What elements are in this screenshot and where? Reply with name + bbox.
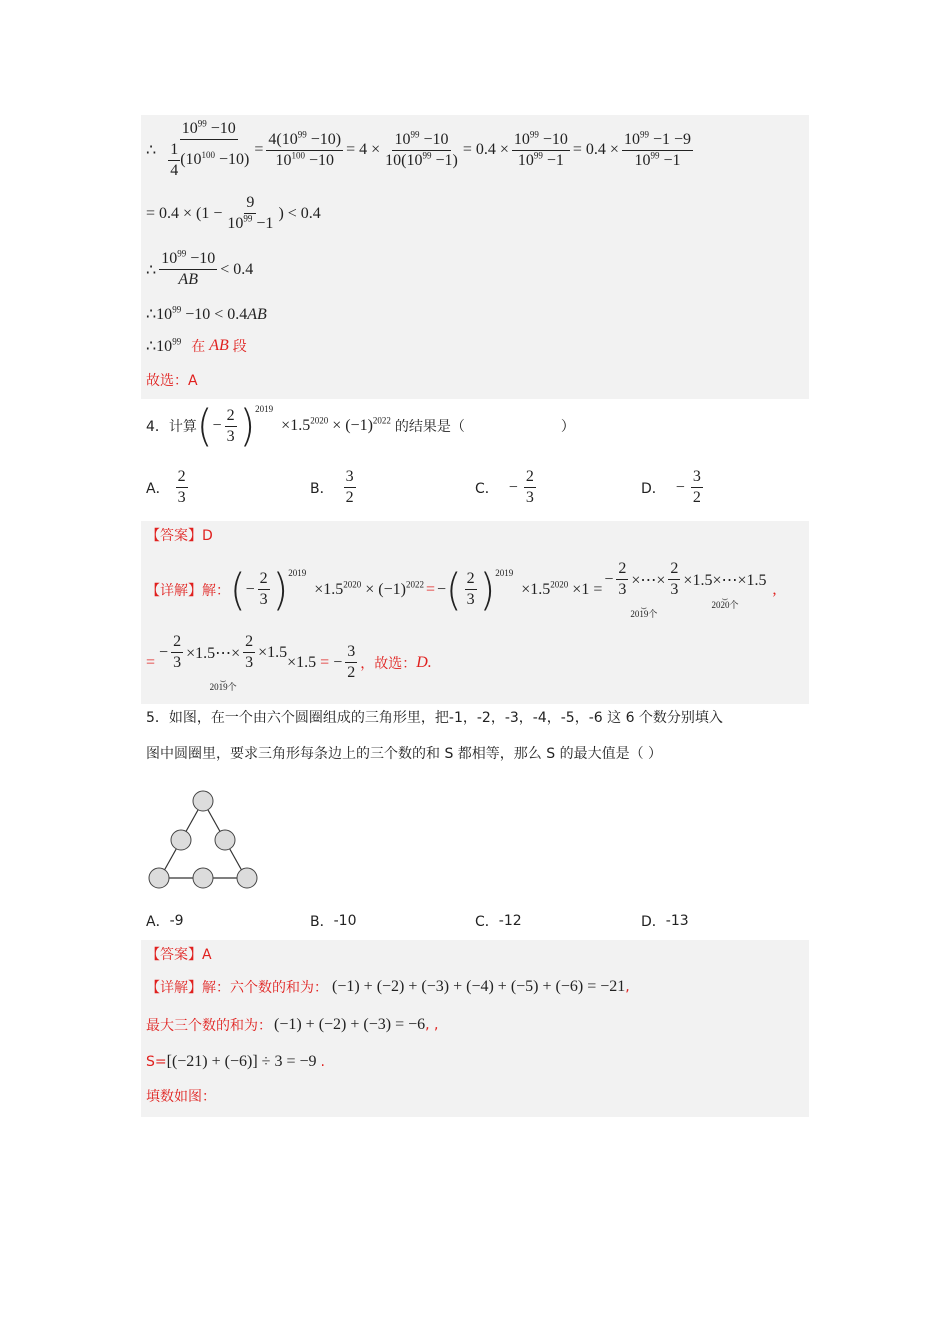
q4-conclusion: ，故选： bbox=[360, 656, 417, 672]
prev-solution-duan: 段 bbox=[232, 340, 247, 355]
q4-detail-prefix: 解： bbox=[202, 582, 230, 599]
circle-mid-right bbox=[215, 830, 235, 850]
prev-solution-line-2: = 0.4 × (1 − $\frac{9}{10^{99} -1}$ ) < 0.4 bbox=[146, 194, 321, 232]
q4-option-a-letter: A． bbox=[146, 480, 170, 497]
q4-stem: 4． 计算 ( − $\frac{2}{3}$ ) 2019 $\times 1.5^{2020} \times (-1)^{2022}$ 的结果是（ ） bbox=[146, 400, 575, 452]
circle-bottom-left bbox=[149, 868, 169, 888]
circle-top bbox=[193, 791, 213, 811]
q5-detail-1-text: 解：六个数的和为： bbox=[202, 980, 328, 996]
prev-solution-segment: AB bbox=[209, 337, 229, 354]
q4-count-2020: 2020个 bbox=[711, 599, 739, 610]
circle-mid-left bbox=[171, 830, 191, 850]
q4-detail-label: 【详解】 bbox=[146, 582, 202, 599]
q5-detail-line-4: 填数如图： bbox=[146, 1089, 216, 1105]
circle-bottom-right bbox=[237, 868, 257, 888]
prev-solution-line-5: $\therefore 10^{99}$ 在 AB 段 bbox=[146, 336, 247, 355]
q5-detail-2-text: 最大三个数的和为： bbox=[146, 1018, 272, 1034]
q5-text-1: 如图，在一个由六个圆圈组成的三角形里，把-1，-2，-3，-4，-5，-6 这 6 个数分别填入 bbox=[168, 710, 723, 726]
q4-detail-line-2: = − $\frac{2}{3}$ ×1.5⋯× $\frac{2}{3}$ ×1.5 ⏟ 2019个 ×1.5 = − $\frac{3}{2}$ ，故选： D. bbox=[146, 633, 432, 692]
q4-suffix: 的结果是（ bbox=[394, 419, 465, 435]
q4-option-a[interactable]: A． $\frac{2}{3}$ bbox=[146, 468, 186, 506]
q5-detail-line-2: 最大三个数的和为： (−1) + (−2) + (−3) = −6 , , bbox=[146, 1016, 439, 1034]
q4-conclusion-letter: D. bbox=[416, 653, 432, 671]
prev-solution-line-4: $\therefore 10^{99} -10 < 0.4AB$ bbox=[146, 304, 267, 323]
prev-solution-line-3: ∴ $\frac{10^{99} -10}{AB}$ < 0.4 bbox=[146, 248, 254, 288]
q5-answer: 【答案】A bbox=[146, 947, 212, 963]
prev-solution-final: 故选：A bbox=[146, 373, 198, 389]
q4-count-2019-b: 2019个 bbox=[209, 682, 237, 692]
q4-option-c-letter: C． bbox=[475, 480, 499, 497]
q5-option-d[interactable]: D． -13 bbox=[641, 913, 689, 930]
q4-option-c[interactable]: C． − $\frac{2}{3}$ bbox=[475, 468, 534, 506]
q5-option-c[interactable]: C． -12 bbox=[475, 913, 522, 930]
q4-prefix: 计算 bbox=[168, 419, 197, 435]
q4-option-b[interactable]: B． $\frac{3}{2}$ bbox=[310, 468, 354, 506]
q5-detail-3-text: S= bbox=[146, 1054, 167, 1070]
q5-number: 5． bbox=[146, 710, 169, 726]
q5-detail-label: 【详解】 bbox=[146, 980, 202, 996]
circle-bottom-mid bbox=[193, 868, 213, 888]
q5-stem-line-2: 图中圆圈里，要求三角形每条边上的三个数的和 S 都相等，那么 S 的最大值是（ ） bbox=[146, 746, 663, 762]
prev-solution-in: 在 bbox=[191, 340, 206, 355]
prev-solution-line-1: ∴ $10^{99} -10$ $\frac{1}{4}$ $(10^{100} -10)$ = $\frac{4(10^{99} -10)}{10^{100} -10}$ = 4 × $\frac{10^{99} -10}{10(10^{99} -1)}$ = 0.4 × $\frac{10^{99} -10}{10^{99} -1}$ = 0.4 × $\frac{10^{99} -1 -9}{10^{99} -1}$ bbox=[146, 118, 691, 179]
q4-count-2019-a: 2019个 bbox=[630, 609, 658, 619]
q4-number: 4． bbox=[146, 419, 169, 435]
q4-option-d[interactable]: D． − $\frac{3}{2}$ bbox=[641, 468, 701, 506]
q5-stem-line-1 bbox=[146, 707, 723, 727]
q4-option-d-letter: D． bbox=[641, 480, 666, 497]
q4-close: ） bbox=[560, 419, 575, 435]
q5-detail-line-3: S= [(−21) + (−6)] ÷ 3 = −9 . bbox=[146, 1053, 325, 1070]
triangle-circle-figure bbox=[145, 788, 261, 892]
q4-detail-line-1: 【详解】 解： ( − $\frac{2}{3}$ ) 2019 $\times 1.5^{2020} \times (-1)^{2022}$ = − ( $\frac{2}{3}$ ) 2019 $\times 1.5^{2020} \times 1$ = − $\frac{2}{3}$ ×⋯× $\frac{2}{3}$ ⏟ 2019个 ×1.5×⋯×1.5 ⏟ 2020个 , bbox=[146, 560, 777, 619]
q4-answer: 【答案】D bbox=[146, 528, 213, 544]
q5-detail-line-1: 【详解】 解：六个数的和为： (−1) + (−2) + (−3) + (−4) + (−5) + (−6) = −21 , bbox=[146, 978, 630, 996]
q5-option-b[interactable]: B． -10 bbox=[310, 913, 357, 930]
q4-option-b-letter: B． bbox=[310, 480, 334, 497]
q5-option-a[interactable]: A． -9 bbox=[146, 913, 184, 930]
